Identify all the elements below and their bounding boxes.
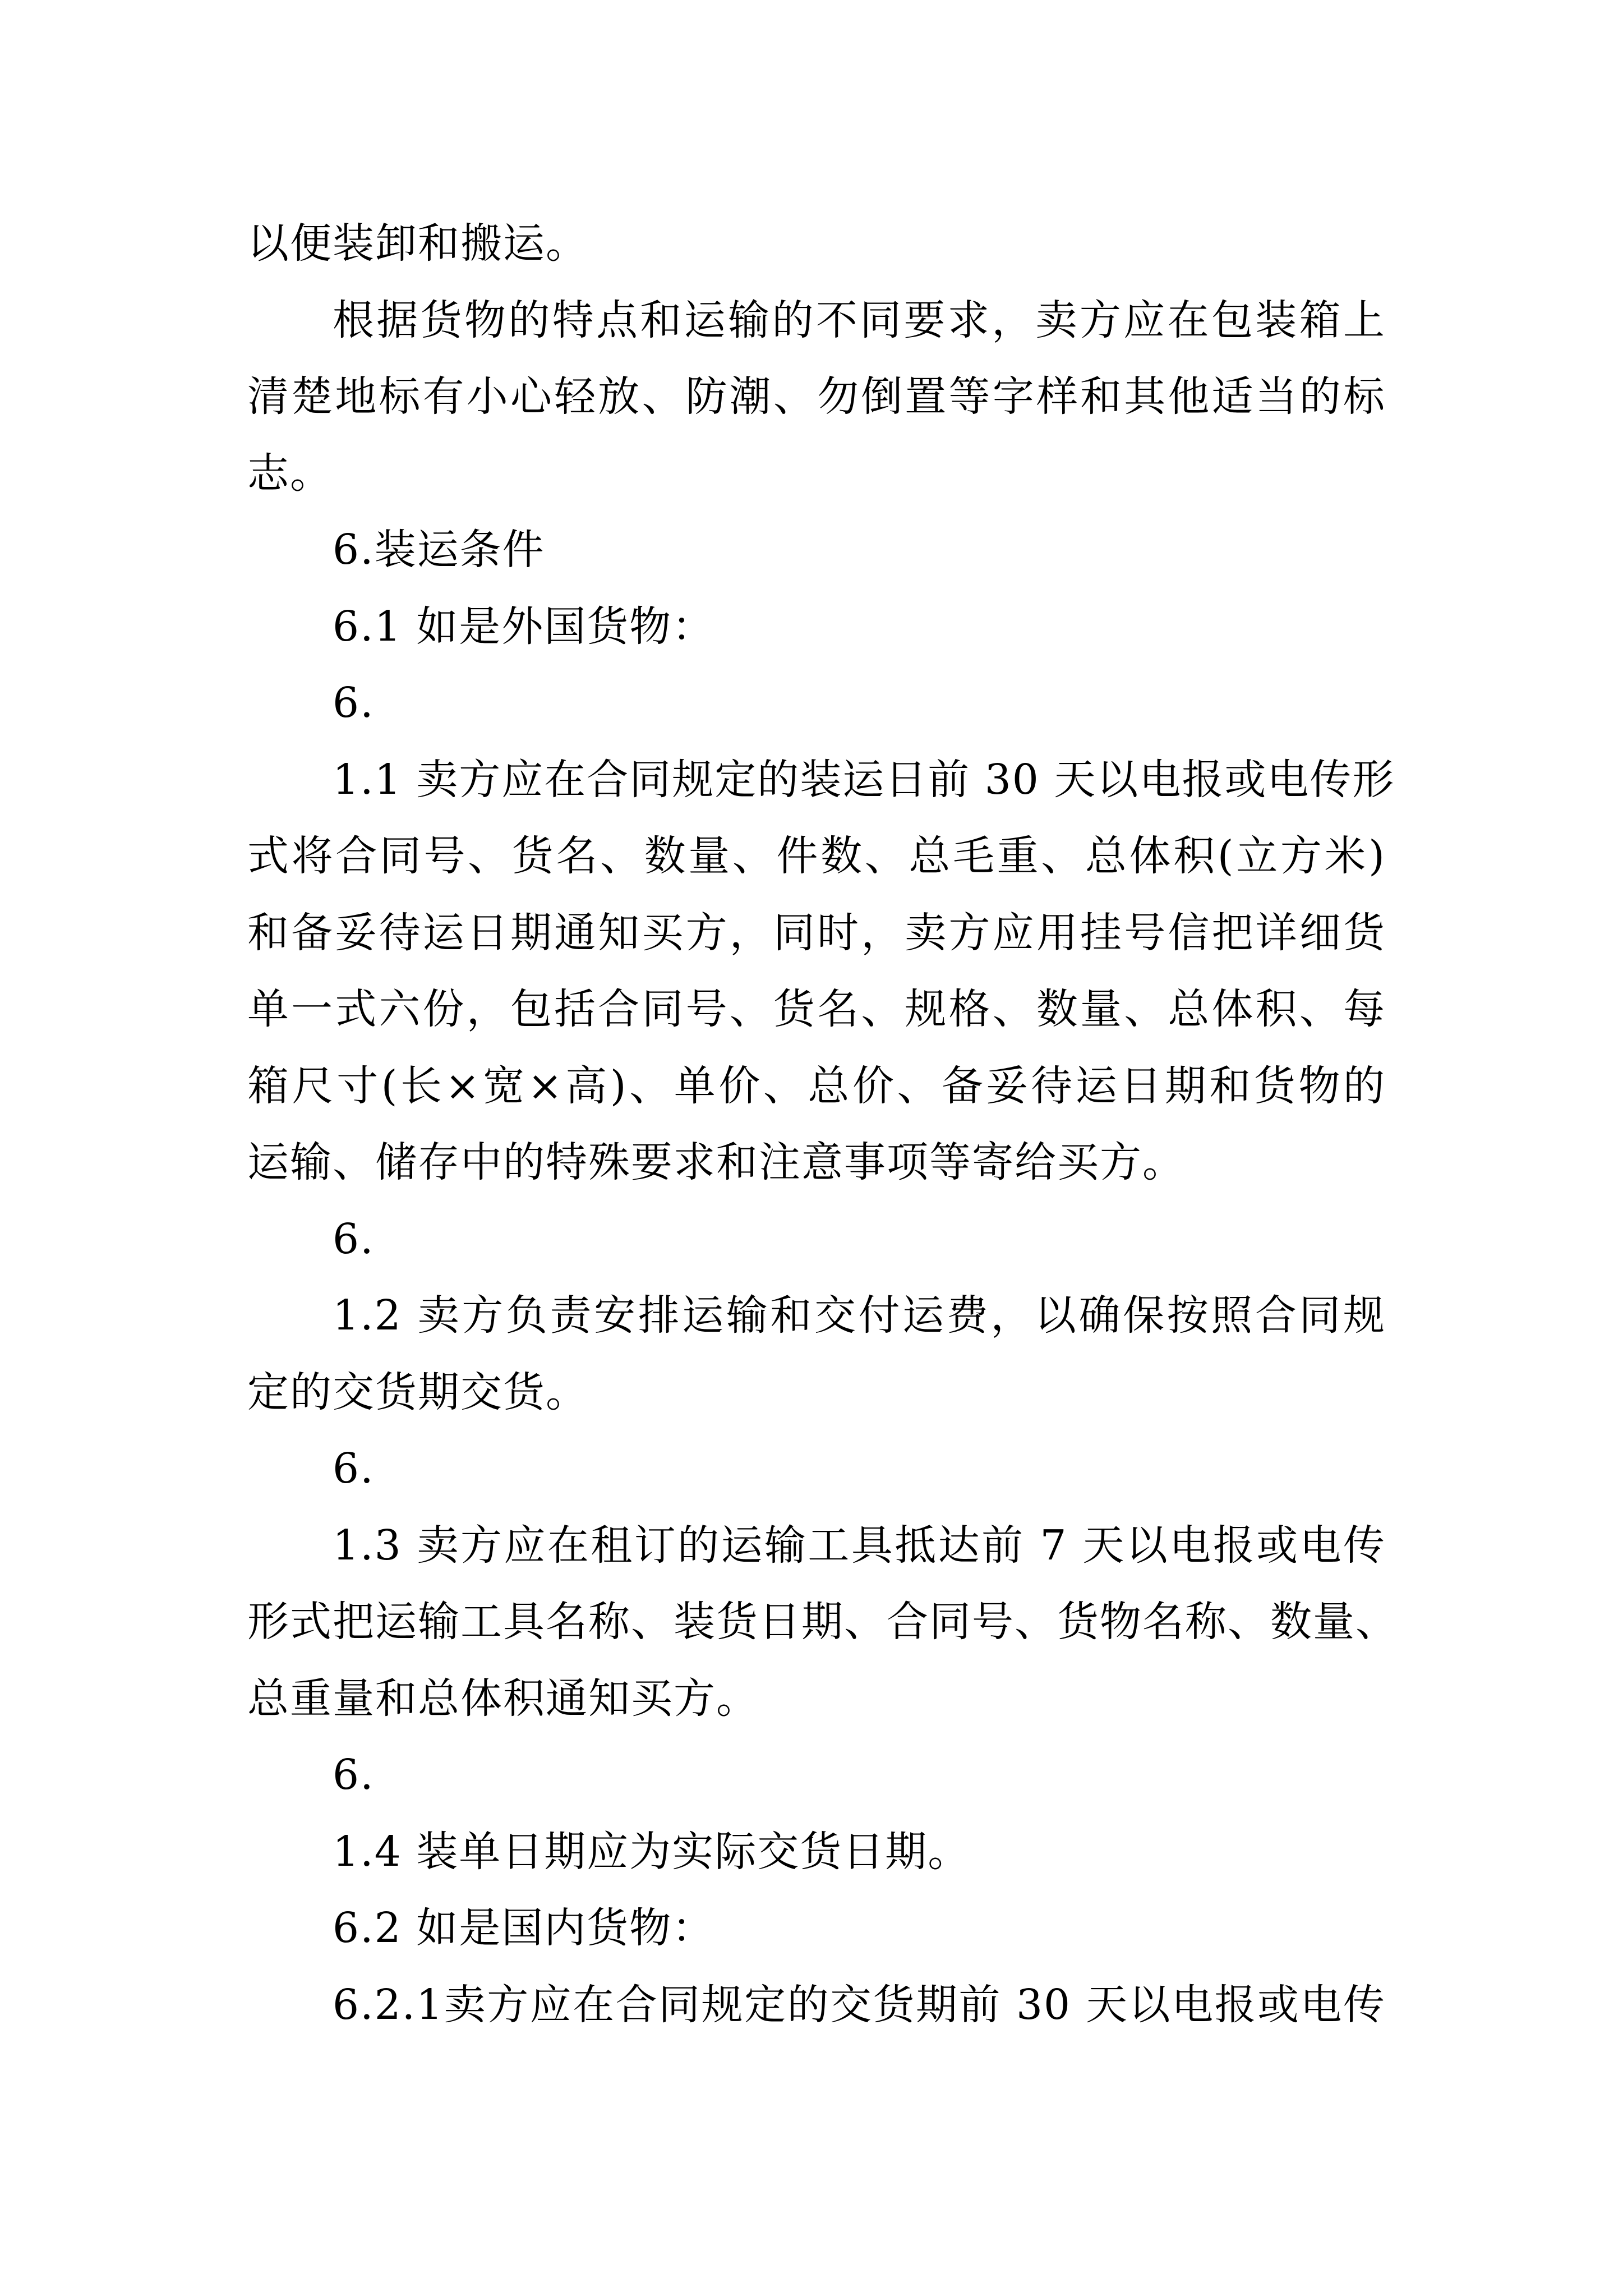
text-line: 6.: [333, 679, 375, 727]
text-line: 6.装运条件: [333, 526, 545, 574]
text-line: 箱尺寸(长×宽×高)、单价、总价、备妥待运日期和货物的: [247, 1061, 1386, 1110]
text-line: 运输、储存中的特殊要求和注意事项等寄给买方。: [247, 1138, 1185, 1186]
text-line: 根据货物的特点和运输的不同要求，卖方应在包装箱上: [333, 296, 1386, 344]
text-line: 6.: [333, 1751, 375, 1799]
text-line: 1.1 卖方应在合同规定的装运日前 30 天以电报或电传形: [333, 755, 1395, 804]
text-line: 6.: [333, 1214, 375, 1263]
text-line: 6.2.1卖方应在合同规定的交货期前 30 天以电报或电传: [333, 1980, 1386, 2029]
text-line: 和备妥待运日期通知买方，同时，卖方应用挂号信把详细货: [247, 908, 1386, 957]
text-line: 志。: [247, 449, 333, 498]
text-line: 式将合同号、货名、数量、件数、总毛重、总体积(立方米): [247, 832, 1386, 880]
text-line: 以便装卸和搬运。: [247, 219, 588, 268]
text-line: 1.2 卖方负责安排运输和交付运费，以确保按照合同规: [333, 1291, 1386, 1340]
text-line: 1.3 卖方应在租订的运输工具抵达前 7 天以电报或电传: [333, 1521, 1386, 1570]
text-line: 总重量和总体积通知买方。: [247, 1674, 759, 1723]
text-line: 清楚地标有小心轻放、防潮、勿倒置等字样和其他适当的标: [247, 372, 1386, 421]
document-body: [247, 205, 1398, 2043]
text-line: 1.4 装单日期应为实际交货日期。: [333, 1827, 971, 1876]
text-line: 6.1 如是外国货物：: [333, 602, 715, 651]
text-line: 形式把运输工具名称、装货日期、合同号、货物名称、数量、: [247, 1598, 1398, 1646]
text-line: 6.2 如是国内货物：: [333, 1904, 715, 1952]
text-line: 定的交货期交货。: [247, 1368, 588, 1416]
text-line: 6.: [333, 1444, 375, 1493]
text-line: 单一式六份，包括合同号、货名、规格、数量、总体积、每: [247, 985, 1386, 1033]
